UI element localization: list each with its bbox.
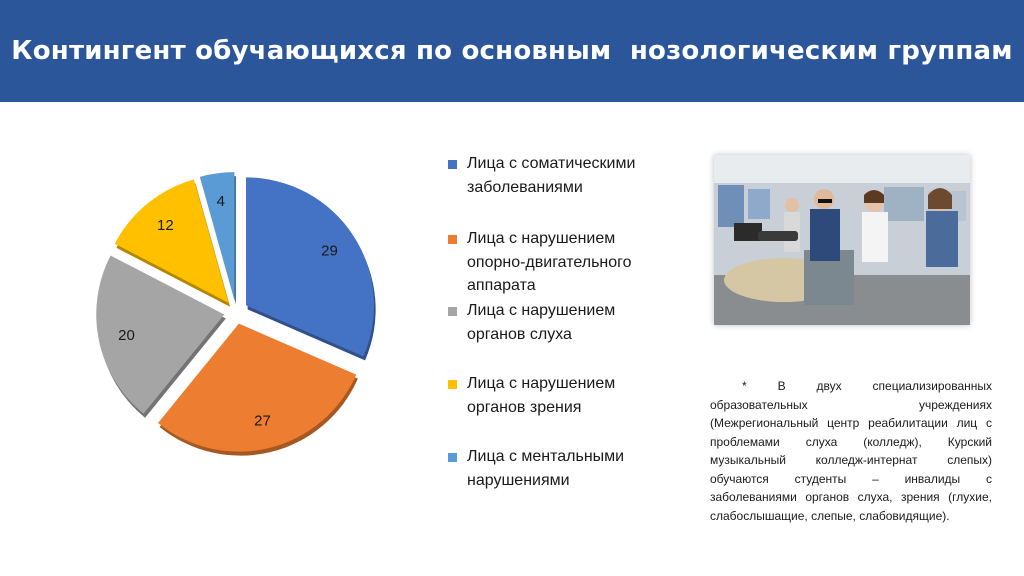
slide-title: Контингент обучающихся по основным нозологическим группам bbox=[11, 36, 1013, 66]
legend-label-hearing: Лица с нарушением органов слуха bbox=[467, 302, 616, 343]
legend-item-mental bbox=[448, 445, 678, 492]
data-label-mental: 4 bbox=[216, 193, 225, 211]
slice-somatic-face bbox=[246, 177, 374, 356]
students-photo bbox=[714, 155, 970, 325]
legend-swatch-somatic bbox=[448, 160, 457, 169]
data-label-vision: 12 bbox=[157, 217, 174, 235]
legend-item-hearing bbox=[448, 299, 678, 346]
legend-label-mental: Лица с ментальными нарушениями bbox=[467, 448, 625, 489]
data-label-hearing: 20 bbox=[118, 326, 135, 344]
pie-chart bbox=[60, 150, 410, 480]
legend-label-vision: Лица с нарушением органов зрения bbox=[467, 375, 616, 416]
legend-item-musculoskeletal bbox=[448, 227, 678, 298]
footnote: * В двух специализированных образовательных учреждениях (Межрегиональный центр реабилитации лиц с проблемами слуха (колледж), Курский музыкальный колледж-интернат слепых) обучаются студенты – инвалиды с заболеваниями органов слуха, зрения (глухие, слабослышащие, слепые, слабовидящие). bbox=[710, 379, 992, 523]
legend-swatch-vision bbox=[448, 380, 457, 389]
data-label-musculoskeletal: 27 bbox=[254, 412, 271, 430]
legend-item-somatic bbox=[448, 152, 678, 199]
legend-label-somatic: Лица с соматическими заболеваниями bbox=[467, 155, 636, 196]
legend-swatch-mental bbox=[448, 453, 457, 462]
legend-swatch-musculoskeletal bbox=[448, 235, 457, 244]
legend-label-musculoskeletal: Лица с нарушением опорно-двигательного аппарата bbox=[467, 230, 632, 294]
legend-item-vision bbox=[448, 372, 678, 419]
data-label-somatic: 29 bbox=[321, 242, 338, 260]
slice-somatic bbox=[246, 177, 376, 360]
title-bar bbox=[0, 0, 1024, 102]
legend-swatch-hearing bbox=[448, 307, 457, 316]
